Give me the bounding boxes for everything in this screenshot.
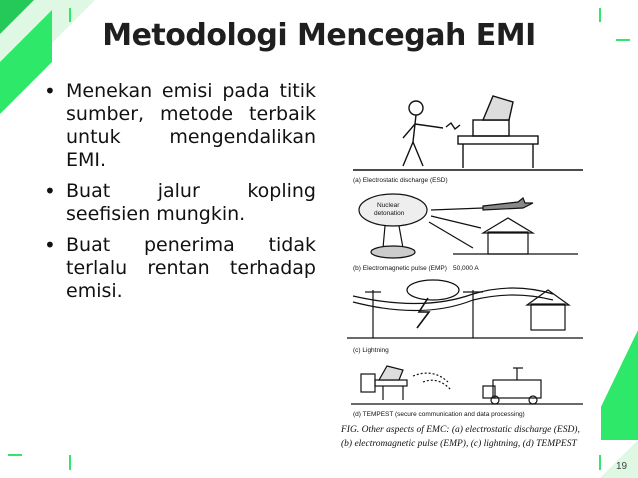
esd-label: (a) Electrostatic discharge (ESD) [353, 177, 448, 184]
tempest-label: (d) TEMPEST (secure communication and data processing) [353, 411, 525, 418]
emc-figure-drawing [333, 76, 601, 454]
lightning-illustration [347, 280, 583, 338]
esd-illustration [353, 96, 583, 170]
figure-caption-line2: (b) electromagnetic pulse (EMP), (c) lightning, (d) TEMPEST [341, 439, 577, 449]
accent-triangle-bottom-right-light [600, 440, 638, 478]
page-number: 19 [616, 461, 628, 472]
bullet-item: • Buat jalur kopling seefisien mungkin. [44, 180, 316, 226]
emc-figure [333, 76, 601, 454]
bullet-item: • Menekan emisi pada titik sumber, metode terbaik untuk mengendalikan EMI. [44, 80, 316, 172]
emp-label: (b) Electromagnetic pulse (EMP) [353, 265, 447, 272]
emp-current-label: 50,000 A [453, 265, 479, 272]
figure-caption-line1: FIG. Other aspects of EMC: (a) electrostatic discharge (ESD), [341, 425, 580, 435]
slide-title: Metodologi Mencegah EMI [102, 18, 536, 53]
tempest-illustration [351, 366, 583, 404]
bullet-list [44, 80, 316, 311]
bullet-item: • Buat penerima tidak terlalu rentan terhadap emisi. [44, 234, 316, 303]
emp-nuclear-label: Nuclear [377, 202, 400, 209]
emp-detonation-label: detonation [374, 210, 405, 217]
lightning-label: (c) Lightning [353, 347, 389, 354]
